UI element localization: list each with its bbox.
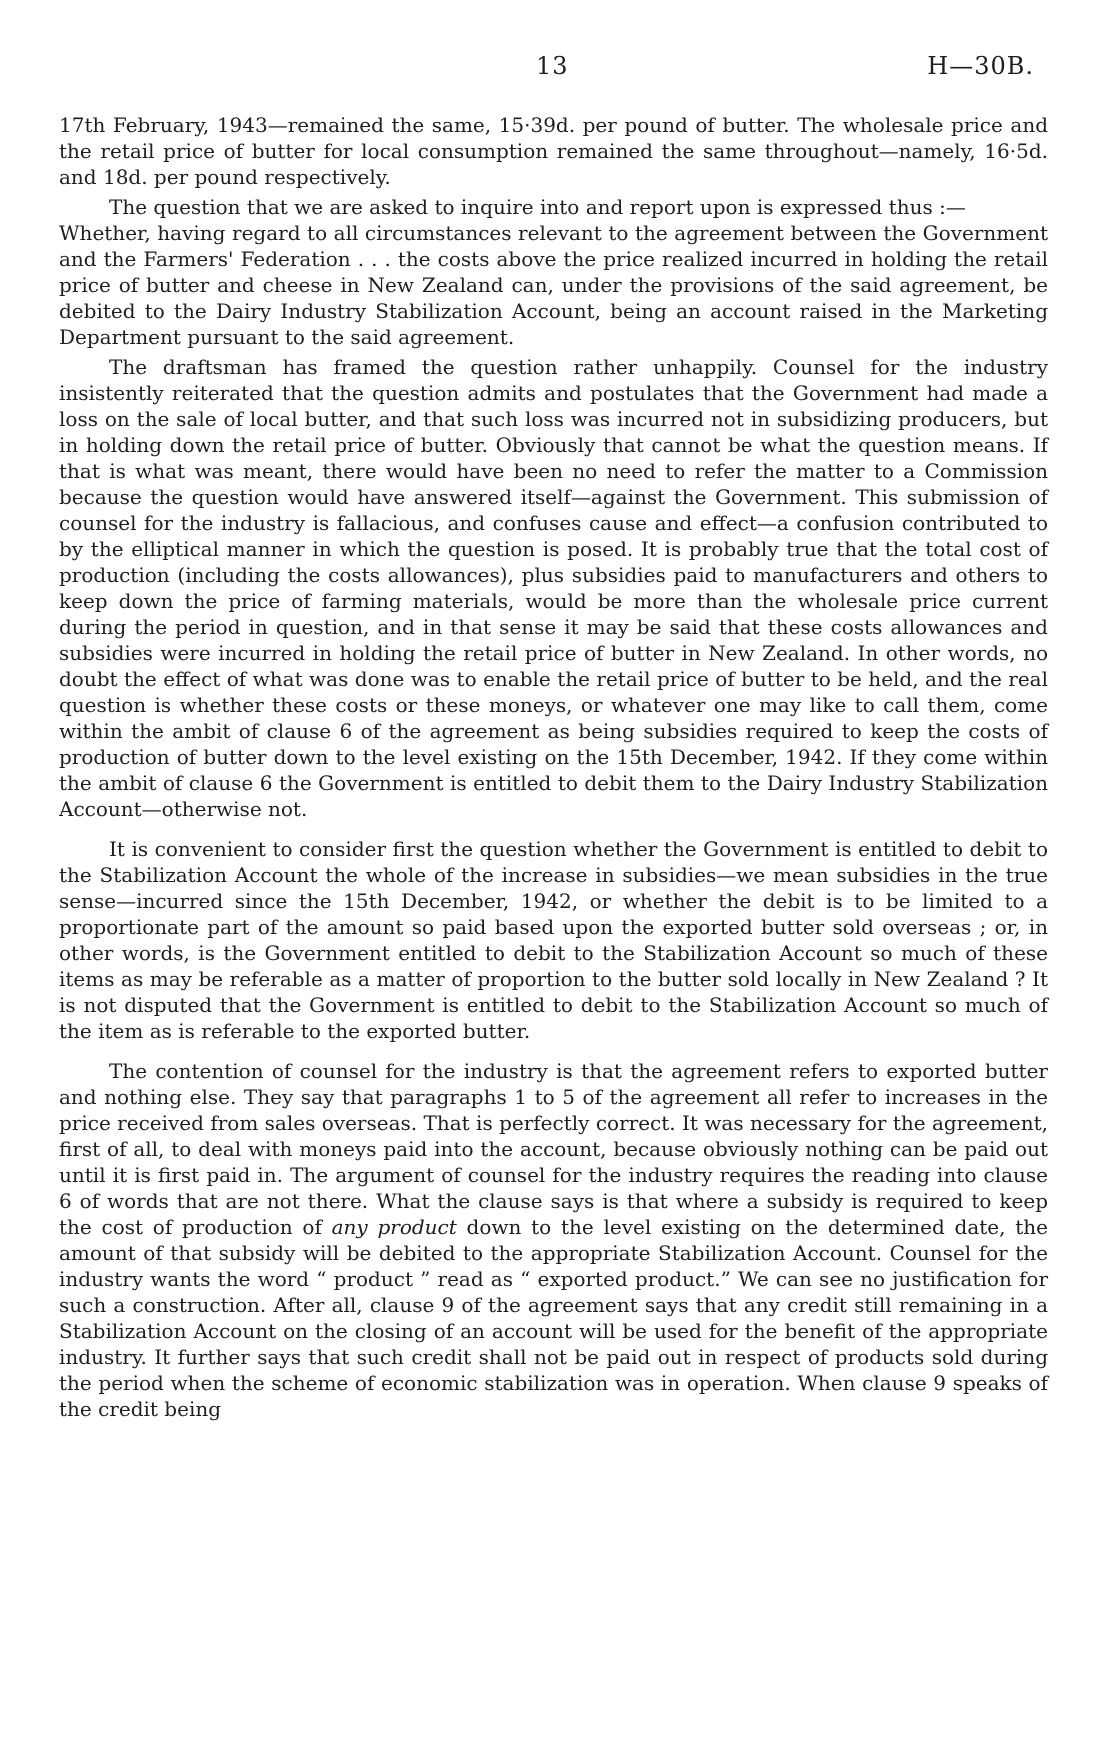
paragraph-question-intro: The question that we are asked to inquire into and report upon is expressed thus :—: [109, 195, 966, 219]
document-reference: H—30B.: [927, 52, 1034, 80]
quoted-question: Whether, having regard to all circumstances relevant to the agreement between the Government and the Farmers' Federation . . . the costs above the price realized incurred in holding the retail price of butter and cheese in New Zealand can, under the provisions of the said agreement, be debited to the Dairy Industry Stabilization Account, being an account raised in the Marketing Department pursuant to the said agreement.: [59, 221, 1048, 349]
paragraph-continued: 17th February, 1943—remained the same, 15·39d. per pound of butter. The wholesale price and the retail price of butter for local consumption remained the same throughout—namely, 16·5d. and 18d. per pound respectively.: [59, 113, 1048, 189]
paragraph-convenient: It is convenient to consider first the question whether the Government is entitled to debit to the Stabilization Account the whole of the increase in subsidies—we mean subsidies in the true sense—incurred since the 15th December, 1942, or whether the debit is to be limited to a proportionate part of the amount so paid based upon the exported butter sold overseas ; or, in other words, is the Government entitled to debit to the Stabilization Account so much of these items as may be referable as a matter of proportion to the butter sold locally in New Zealand ? It is not disputed that the Government is entitled to debit to the Stabilization Account so much of the item as is referable to the exported butter.: [59, 837, 1048, 1043]
contention-text-a: The contention of counsel for the industry is that the agreement refers to exported butter and nothing else. They say that paragraphs 1 to 5 of the agreement all refer to increases in the price received from sales overseas. That is perfectly correct. It was necessary for the agreement, first of all, to deal with moneys paid into the account, because obviously nothing can be paid out until it is first paid in. The argument of counsel for the industry requires the reading into clause 6 of words that are not there. What the clause says is that where a subsidy is required to keep the cost of production of: [59, 1059, 1048, 1239]
paragraph-draftsman: The draftsman has framed the question rather unhappily. Counsel for the industry insistently reiterated that the question admits and postulates that the Government had made a loss on the sale of local butter, and that such loss was incurred not in subsidizing producers, but in holding down the retail price of butter. Obviously that cannot be what the question means. If that is what was meant, there would have been no need to refer the matter to a Commission because the question would have answered itself—against the Government. This submission of counsel for the industry is fallacious, and confuses cause and effect—a confusion contributed to by the elliptical manner in which the question is posed. It is probably true that the total cost of production (including the costs allowances), plus subsidies paid to manufacturers and others to keep down the price of farming materials, would be more than the wholesale price current during the period in question, and in that sense it may be said that these costs allowances and subsidies were incurred in holding the retail price of butter in New Zealand. In other words, no doubt the effect of what was done was to enable the retail price of butter to be held, and the real question is whether these costs or these moneys, or whatever one may like to call them, come within the ambit of clause 6 of the agreement as being subsidies required to keep the costs of production of butter down to the level existing on the 15th December, 1942. If they come within the ambit of clause 6 the Government is entitled to debit them to the Dairy Industry Stabilization Account—otherwise not.: [59, 355, 1048, 821]
emphasis-any-product: any product: [331, 1215, 457, 1239]
contention-text-b: down to the level existing on the determined date, the amount of that subsidy will be debited to the appropriate Stabilization Account. Counsel for the industry wants the word “ product ” read as “ exported product.” We can see no justification for such a construction. After all, clause 9 of the agreement says that any credit still remaining in a Stabilization Account on the closing of an account will be used for the benefit of the appropriate industry. It further says that such credit shall not be paid out in respect of products sold during the period when the scheme of economic stabilization was in operation. When clause 9 speaks of the credit being: [59, 1215, 1048, 1421]
document-body: [59, 112, 1048, 1422]
page-header: [0, 52, 1114, 92]
page-number: 13: [536, 52, 569, 80]
paragraph-contention: [59, 1058, 1048, 1422]
